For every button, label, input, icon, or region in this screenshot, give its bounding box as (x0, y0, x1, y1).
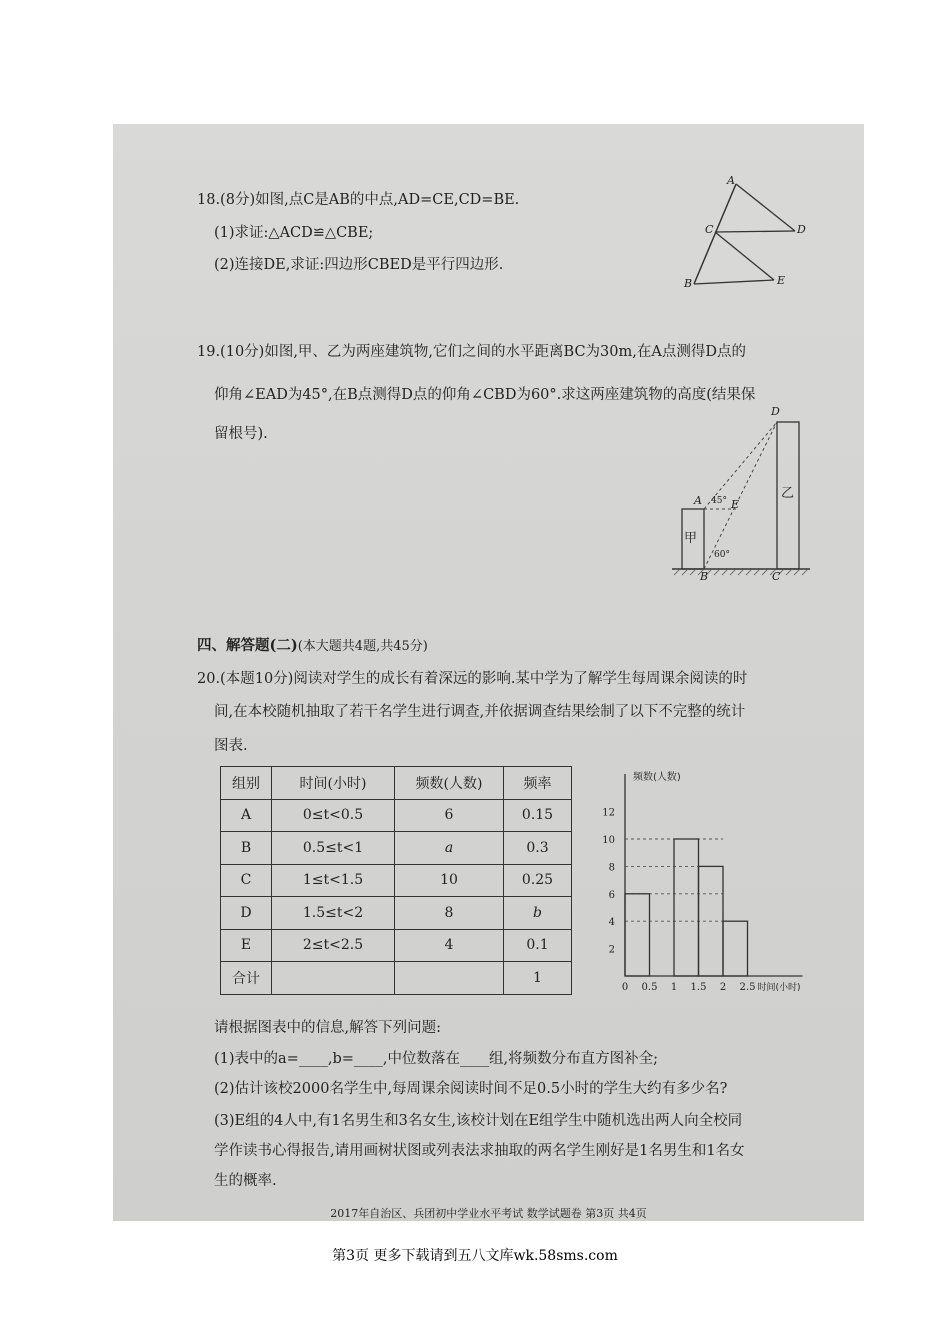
y-tick-label: 2 (608, 944, 615, 956)
q19-label-jia: 甲 (684, 531, 698, 546)
q18-line3: (2)连接DE,求证:四边形CBED是平行四边形. (214, 257, 504, 273)
histogram-bar (625, 894, 650, 976)
q18-line1: 18.(8分)如图,点C是AB的中点,AD=CE,CD=BE. (197, 192, 520, 208)
table-cell: 10 (395, 864, 504, 897)
q18-label-c: C (705, 223, 714, 236)
table-row (221, 897, 572, 930)
q20-question-intro: 请根据图表中的信息,解答下列问题: (214, 1020, 441, 1036)
table-cell: 0.25 (504, 864, 572, 897)
q18-segment-cd (715, 231, 795, 232)
q19-angle-45: 45° (711, 496, 727, 506)
q18-segment-be (694, 280, 774, 284)
y-tick-label: 8 (608, 862, 615, 874)
table-cell: 0.5≤t<1 (272, 832, 395, 865)
frequency-table (220, 766, 572, 995)
table-header-cell: 组别 (221, 767, 272, 800)
y-tick-label: 6 (608, 889, 615, 901)
q19-label-d: D (771, 405, 780, 418)
q20-line2: 间,在本校随机抽取了若干名学生进行调查,并依据调查结果绘制了以下不完整的统计 (214, 704, 746, 720)
q20-line1: 20.(本题10分)阅读对学生的成长有着深远的影响.某中学为了解学生每周课余阅读的时 (197, 671, 748, 687)
table-cell (272, 962, 395, 995)
table-cell: 6 (395, 799, 504, 832)
exam-page-footer: 2017年自治区、兵团初中学业水平考试 数学试题卷 第3页 共4页 (330, 1207, 647, 1220)
table-cell: D (221, 897, 272, 930)
table-cell: 合计 (221, 962, 272, 995)
y-axis-label: 频数(人数) (633, 772, 681, 783)
q18-label-d: D (797, 223, 806, 236)
table-cell: E (221, 929, 272, 962)
q18-line2: (1)求证:△ACD≌△CBE; (214, 225, 374, 241)
q19-line2: 仰角∠EAD为45°,在B点测得D点的仰角∠CBD为60°.求这两座建筑物的高度(结果保 (214, 387, 756, 403)
x-tick-label: 0 (621, 982, 629, 993)
ground-hatching (674, 569, 808, 575)
table-row (221, 962, 572, 995)
x-tick-label: 2 (719, 982, 727, 993)
table-cell: 1≤t<1.5 (272, 864, 395, 897)
q20-question-3-line1: (3)E组的4人中,有1名男生和3名女生,该校计划在E组学生中随机选出两人向全校同 (214, 1113, 743, 1129)
table-header-cell: 频率 (504, 767, 572, 800)
table-cell: a (395, 832, 504, 865)
q20-question-3-line2: 学作读书心得报告,请用画树状图或列表法求抽取的两名学生刚好是1名男生和1名女 (214, 1143, 745, 1159)
q19-label-yi: 乙 (781, 486, 795, 501)
q20-question-2: (2)估计该校2000名学生中,每周课余阅读时间不足0.5小时的学生大约有多少名? (214, 1081, 728, 1097)
table-row (221, 929, 572, 962)
histogram (593, 766, 843, 998)
table-cell: B (221, 832, 272, 865)
exam-photo (113, 124, 864, 1221)
q18-label-b: B (684, 277, 693, 290)
table-cell: 0≤t<0.5 (272, 799, 395, 832)
document-footer: 第3页 更多下载请到五八文库wk.58sms.com (332, 1248, 618, 1264)
q18-segment-ce (715, 232, 774, 280)
table-cell: 0.3 (504, 832, 572, 865)
section4-title (197, 636, 428, 657)
x-axis-label: 时间(小时) (757, 983, 801, 993)
q20-question-3-line3: 生的概率. (214, 1173, 277, 1189)
table-row (221, 799, 572, 832)
table-header-row (221, 767, 572, 800)
q19-line1: 19.(10分)如图,甲、乙为两座建筑物,它们之间的水平距离BC为30m,在A点测得D点的 (197, 344, 746, 360)
table-cell: 8 (395, 897, 504, 930)
table-cell: 1.5≤t<2 (272, 897, 395, 930)
table-row (221, 832, 572, 865)
table-cell (395, 962, 504, 995)
table-cell: 0.15 (504, 799, 572, 832)
section4-note: (本大题共4题,共45分) (297, 639, 428, 654)
y-tick-label: 10 (602, 835, 615, 846)
table-header-cell: 时间(小时) (272, 767, 395, 800)
table-cell: 2≤t<2.5 (272, 929, 395, 962)
table-header-cell: 频数(人数) (395, 767, 504, 800)
table-cell: C (221, 864, 272, 897)
table-row (221, 864, 572, 897)
table-cell: A (221, 799, 272, 832)
q20-question-1: (1)表中的a=____,b=____,中位数落在____组,将频数分布直方图补全; (214, 1051, 658, 1067)
y-tick-label: 4 (608, 917, 615, 929)
table-cell: 4 (395, 929, 504, 962)
q18-segment-ad (736, 184, 795, 231)
q18-label-e: E (777, 274, 786, 287)
section4-title-text: 四、解答题(二) (197, 637, 298, 654)
q19-line3: 留根号). (214, 426, 268, 442)
q19-figure (668, 409, 818, 579)
q18-figure (673, 172, 813, 294)
histogram-bar (723, 921, 748, 976)
table-cell: b (504, 897, 572, 930)
x-tick-label: 1.5 (690, 982, 707, 993)
x-tick-label: 2.5 (739, 982, 756, 993)
q18-segment-ab (694, 184, 736, 284)
q19-angle-60: 60° (714, 550, 730, 560)
q18-label-a: A (727, 174, 735, 187)
histogram-bar (674, 839, 699, 976)
x-tick-label: 1 (670, 982, 678, 993)
x-tick-label: 0.5 (641, 982, 658, 993)
q19-label-b: B (700, 570, 709, 583)
y-tick-label: 12 (602, 807, 615, 819)
table-cell: 0.1 (504, 929, 572, 962)
q19-label-a: A (694, 494, 702, 507)
q19-label-e: E (731, 498, 740, 511)
q19-label-c: C (772, 570, 781, 583)
table-cell: 1 (504, 962, 572, 995)
q20-line3: 图表. (214, 738, 248, 754)
